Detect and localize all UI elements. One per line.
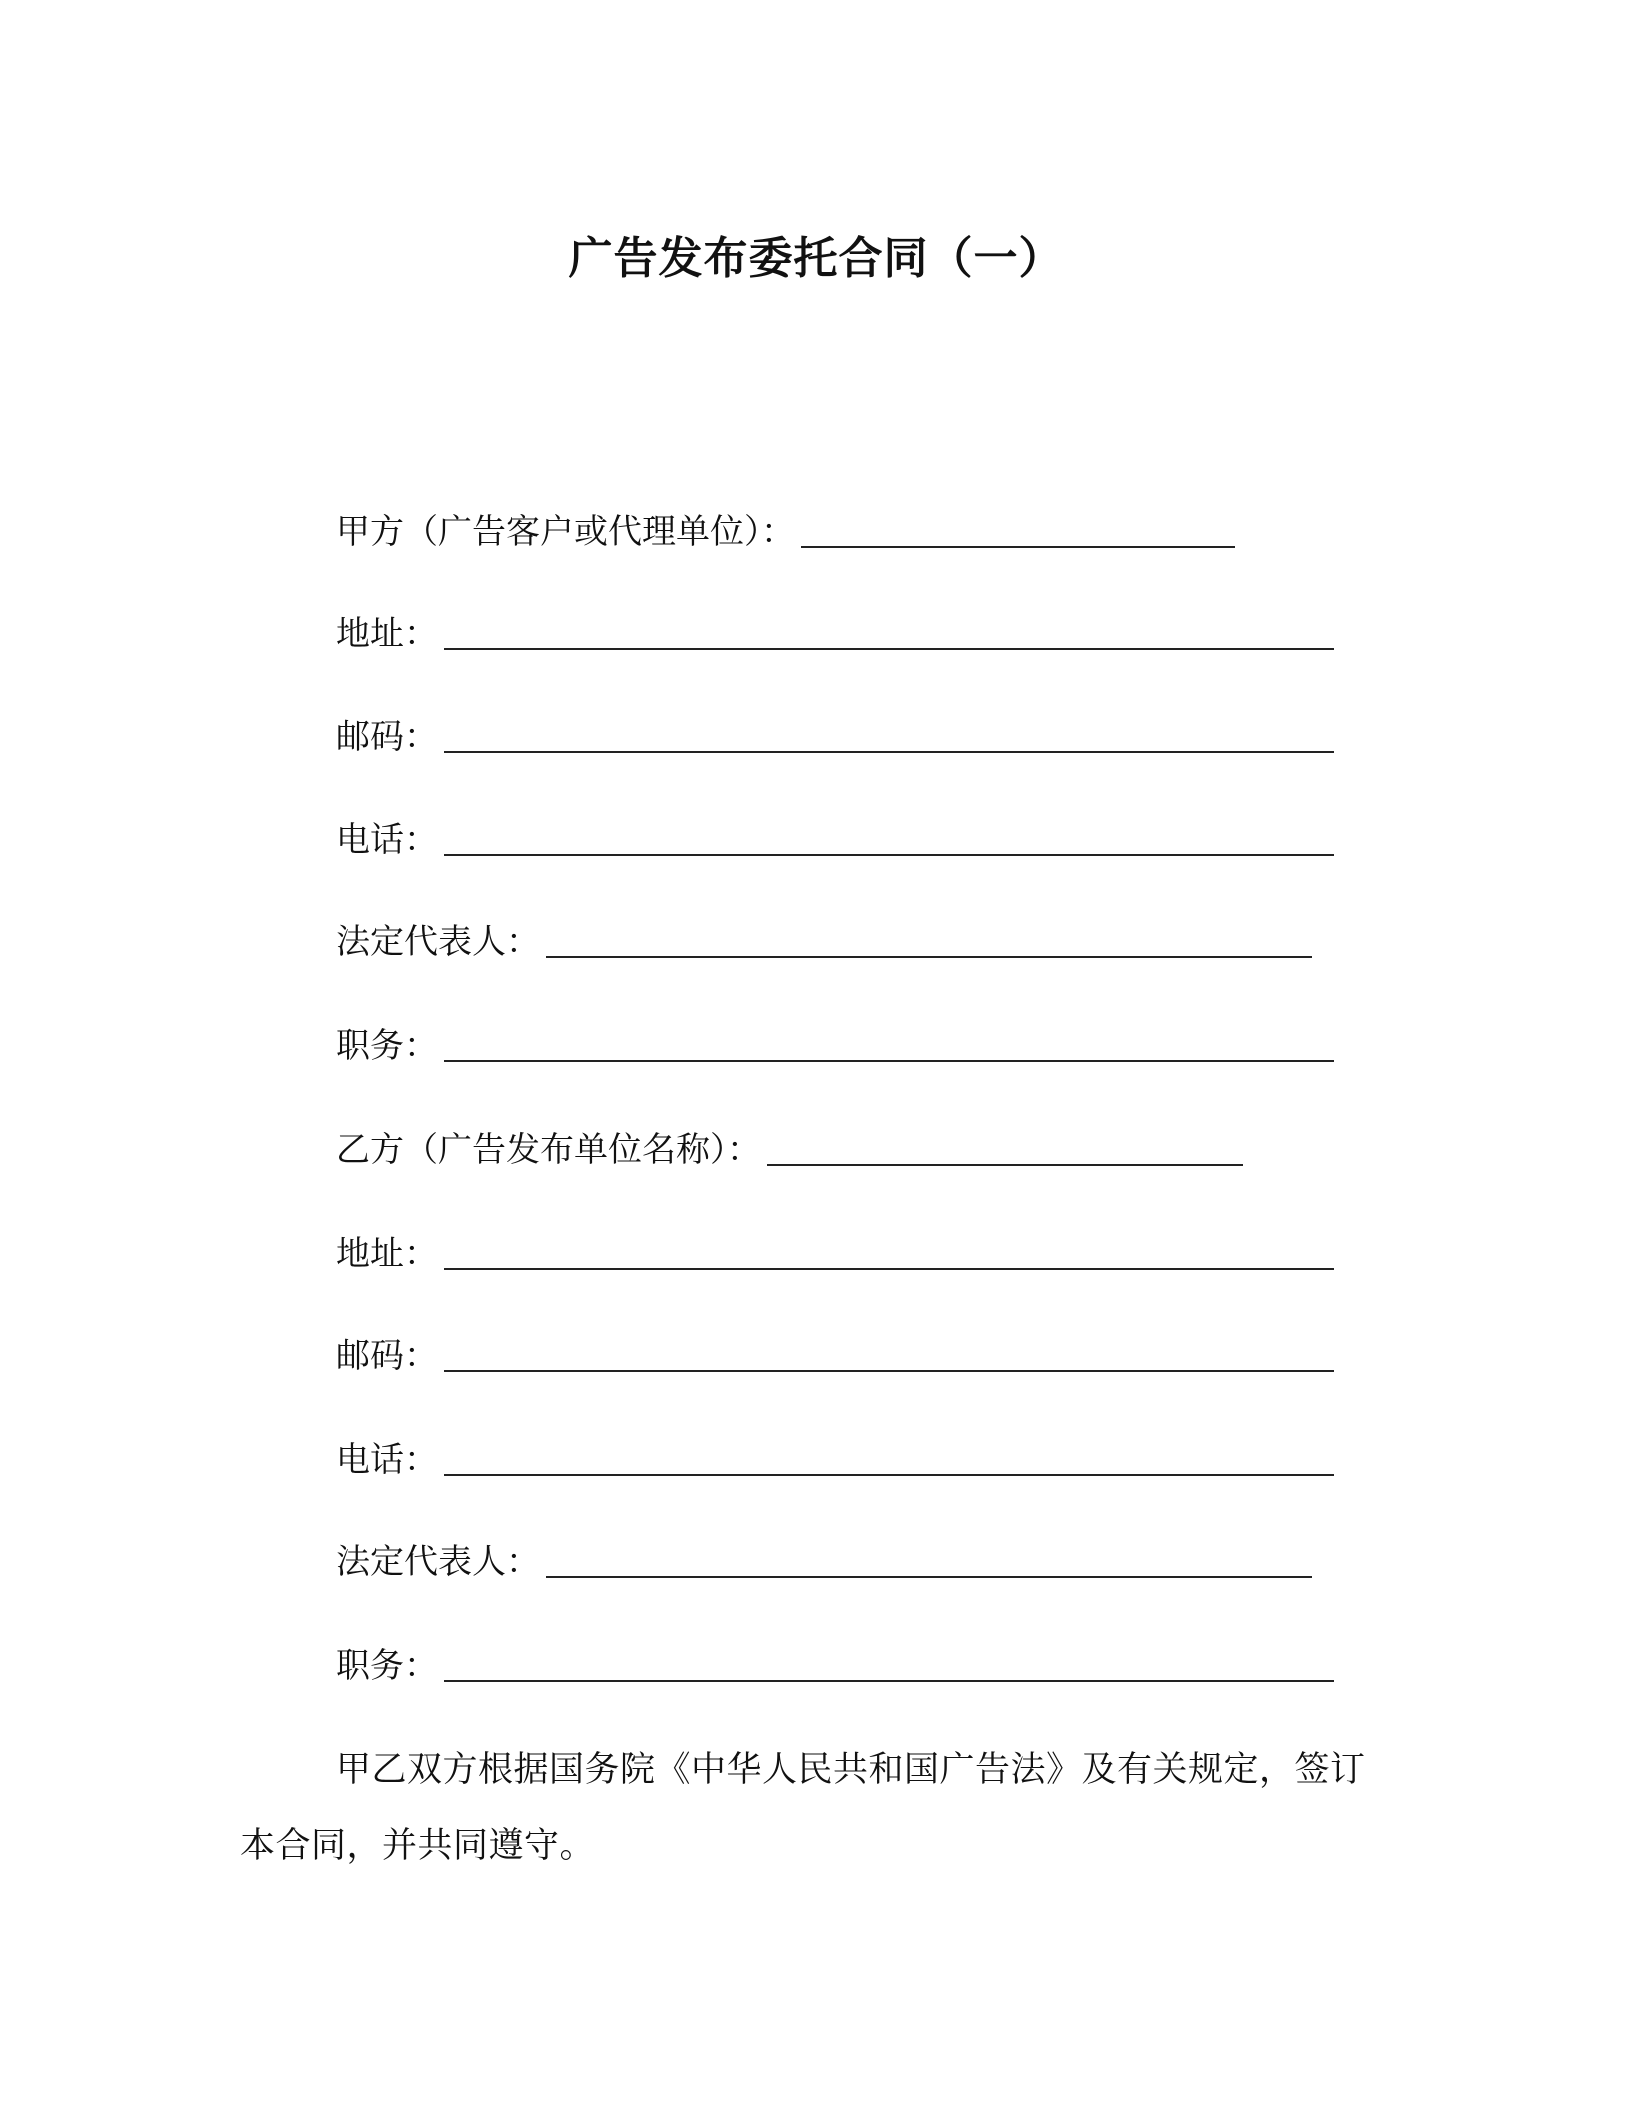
party-a-position-label: 职务： bbox=[336, 1025, 438, 1066]
party-b-postcode-blank[interactable] bbox=[444, 1370, 1334, 1372]
party-b-position-blank[interactable] bbox=[444, 1680, 1334, 1682]
contract-title: 广告发布委托合同（一） bbox=[568, 233, 1064, 284]
party-b-legal-rep-field bbox=[336, 1528, 1312, 1588]
party-a-name-blank[interactable] bbox=[801, 546, 1235, 548]
party-b-position-label: 职务： bbox=[336, 1645, 438, 1686]
intro-paragraph: 甲乙双方根据国务院《中华人民共和国广告法》及有关规定，签订本合同，并共同遵守。 bbox=[240, 1750, 1366, 1866]
party-a-postcode-label: 邮码： bbox=[336, 716, 438, 757]
party-a-name-field bbox=[336, 498, 1235, 558]
party-a-position-blank[interactable] bbox=[444, 1060, 1334, 1062]
party-b-postcode-label: 邮码： bbox=[336, 1335, 438, 1376]
party-b-name-label: 乙方（广告发布单位名称）： bbox=[336, 1129, 761, 1170]
party-b-position-field bbox=[336, 1632, 1334, 1692]
party-a-legal-rep-label: 法定代表人： bbox=[336, 921, 540, 962]
party-b-phone-label: 电话： bbox=[336, 1439, 438, 1480]
party-b-legal-rep-label: 法定代表人： bbox=[336, 1541, 540, 1582]
party-b-address-field bbox=[336, 1220, 1334, 1280]
party-b-phone-field bbox=[336, 1426, 1334, 1486]
party-b-postcode-field bbox=[336, 1322, 1334, 1382]
party-b-phone-blank[interactable] bbox=[444, 1474, 1334, 1476]
party-a-name-label: 甲方（广告客户或代理单位）： bbox=[336, 511, 795, 552]
party-b-legal-rep-blank[interactable] bbox=[546, 1576, 1312, 1578]
party-a-position-field bbox=[336, 1012, 1334, 1072]
party-b-address-blank[interactable] bbox=[444, 1268, 1334, 1270]
party-b-name-blank[interactable] bbox=[767, 1164, 1243, 1166]
party-a-phone-label: 电话： bbox=[336, 819, 438, 860]
party-a-phone-blank[interactable] bbox=[444, 854, 1334, 856]
party-a-legal-rep-field bbox=[336, 908, 1312, 968]
party-b-name-field bbox=[336, 1116, 1243, 1176]
party-b-address-label: 地址： bbox=[336, 1233, 438, 1274]
party-a-postcode-blank[interactable] bbox=[444, 751, 1334, 753]
party-a-address-blank[interactable] bbox=[444, 648, 1334, 650]
party-a-address-label: 地址： bbox=[336, 613, 438, 654]
party-a-address-field bbox=[336, 600, 1334, 660]
party-a-legal-rep-blank[interactable] bbox=[546, 956, 1312, 958]
party-a-postcode-field bbox=[336, 703, 1334, 763]
party-a-phone-field bbox=[336, 806, 1334, 866]
